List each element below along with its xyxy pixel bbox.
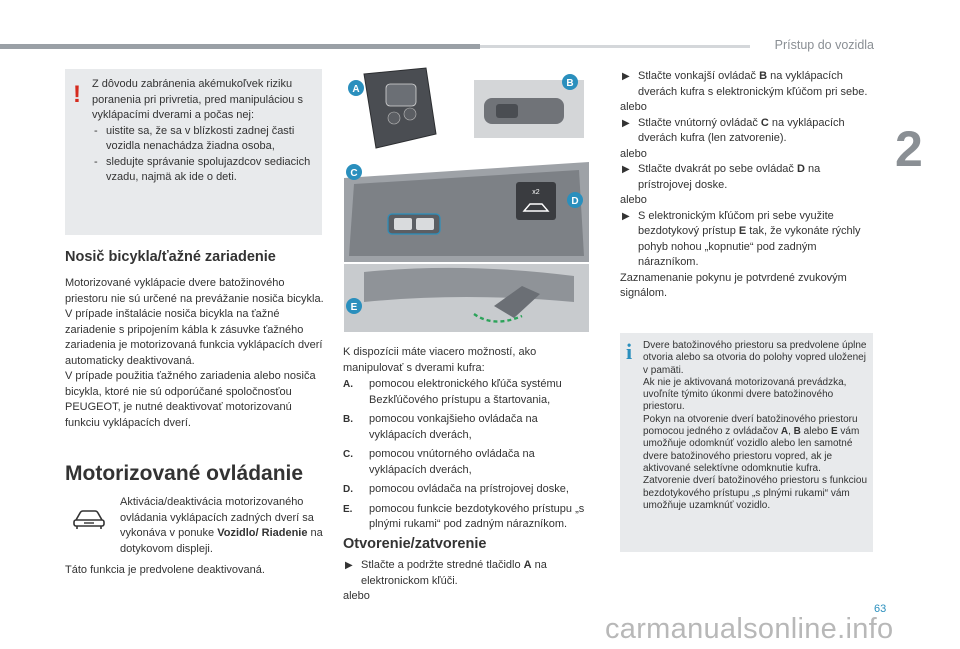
label-c: C xyxy=(350,168,358,179)
list-text: pomocou vonkajšieho ovládača na vyklápacích dverách, xyxy=(369,413,538,441)
info-box xyxy=(620,333,873,552)
arrow-icon: ▶ xyxy=(622,117,630,129)
or-text: alebo xyxy=(620,194,647,206)
step-item xyxy=(343,558,593,589)
chapter-number: 2 xyxy=(895,121,923,177)
open-heading: Otvorenie/zatvorenie xyxy=(343,536,487,552)
arrow-icon: ▶ xyxy=(622,210,630,222)
list-text: pomocou vnútorného ovládača na vyklápacích dverách, xyxy=(369,448,535,476)
watermark: carmanualsonline.info xyxy=(605,613,894,645)
dashboard-button-image xyxy=(516,182,556,220)
label-badge-a xyxy=(348,80,364,96)
label-b: B xyxy=(566,78,574,89)
header-rule-light xyxy=(480,45,750,48)
key-fob-image xyxy=(364,68,436,148)
list-label: D. xyxy=(343,484,353,495)
info-key: B xyxy=(793,426,801,438)
info-paragraph: Zatvorenie dverí batožinového priestoru s funkciou bezdotykového prístupu „s plnými rukami“ vám umožňuje uzamknúť vozidlo. xyxy=(643,475,868,511)
methods-list xyxy=(343,377,593,533)
step-text: tak, že vykonáte rýchly pohyb nohou „kopnutie“ pod zadným nárazníkom. xyxy=(638,225,861,268)
list-label: E. xyxy=(343,503,353,515)
info-paragraph: Ak nie je aktivovaná motorizovaná prevádzka, uvoľníte týmito úkonmi dvere batožinového priestoru. xyxy=(643,376,847,413)
or-text: alebo xyxy=(343,590,370,602)
step-text: Stlačte dvakrát po sebe ovládač xyxy=(638,163,797,175)
list-label: C. xyxy=(343,449,353,460)
step-key: C xyxy=(760,116,769,129)
step-key: B xyxy=(759,70,768,82)
warning-item: - uistite sa, že sa v blízkosti zadnej časti vozidla nenachádza žiadna osoba, xyxy=(92,124,317,155)
section-title: Prístup do vozidla xyxy=(774,38,874,52)
arrow-icon: ▶ xyxy=(622,164,630,175)
bike-paragraph: V prípade použitia ťažného zariadenia alebo nosiča bicykla, ktoré nie sú odporúčané spoločnosťou PEUGEOT, je nutné deaktivovať motorizovanú funkciu vyklápacích dverí. xyxy=(65,370,316,429)
list-item xyxy=(343,502,593,533)
label-d: D xyxy=(571,196,579,207)
or-text: alebo xyxy=(620,101,647,113)
header-rule xyxy=(0,44,480,49)
methods-section xyxy=(343,345,593,533)
list-label: B. xyxy=(343,414,353,425)
info-span: vám umožňuje odomknúť vozidlo alebo len samotné dvere batožinového priestoru vopred, ak je aktivované selektívne odomknutie kufra. xyxy=(643,426,860,474)
motor-menu-name: Vozidlo/ Riadenie xyxy=(217,527,308,539)
warning-list xyxy=(92,124,317,186)
bike-heading: Nosič bicykla/ťažné zariadenie xyxy=(65,249,276,265)
list-text: pomocou funkcie bezdotykového prístupu „s plnými rukami“ pod zadným nárazníkom. xyxy=(369,502,585,530)
warning-item: - sledujte správanie spolujazdcov sediacich vzadu, najmä ak ide o deti. xyxy=(92,155,317,186)
step-text: S elektronickým kľúčom pri sebe využite bezdotykový prístup xyxy=(638,209,834,237)
step-text: na elektronickom kľúči. xyxy=(361,559,547,587)
info-icon: i xyxy=(626,339,633,364)
warning-text xyxy=(92,77,317,186)
methods-intro: K dispozícii máte viacero možností, ako manipulovať s dverami kufra: xyxy=(343,346,537,374)
label-a: A xyxy=(352,84,360,95)
step-text: Stlačte vnútorný ovládač xyxy=(638,116,761,129)
label-badge-d xyxy=(567,192,583,208)
step-item xyxy=(620,209,875,271)
step-text: na prístrojovej doske. xyxy=(638,163,821,191)
warning-intro: Z dôvodu zabránenia akémukoľvek riziku poranenia pri privretia, pred manipuláciou s vyklápacími dverami a počas nej: xyxy=(92,78,303,121)
info-span: alebo xyxy=(800,426,831,438)
list-item xyxy=(343,482,593,498)
bike-paragraph: Motorizované vyklápacie dvere batožinového priestoru nie sú určené na prevážanie nosiča bicykla. xyxy=(65,277,324,305)
list-text: pomocou elektronického kľúča systému Bezkľúčového prístupu a štartovania, xyxy=(369,378,562,406)
step-key: E xyxy=(738,225,747,237)
step-key: D xyxy=(796,163,805,175)
list-text: pomocou ovládača na prístrojovej doske, xyxy=(369,483,569,495)
list-label: A. xyxy=(343,379,353,390)
page-number: 63 xyxy=(874,603,887,615)
info-key: A xyxy=(780,426,789,438)
step-text: Stlačte a podržte stredné tlačidlo xyxy=(361,559,524,571)
info-paragraph: Dvere batožinového priestoru sa predvolene úplne otvoria alebo sa otvoria do polohy vopred uloženej v pamäti. xyxy=(643,340,867,376)
arrow-icon: ▶ xyxy=(622,71,630,82)
motor-text xyxy=(120,495,325,557)
tailgate-controls-illustration xyxy=(344,66,589,332)
list-item xyxy=(343,447,593,478)
arrow-icon: ▶ xyxy=(345,560,353,571)
info-text xyxy=(643,340,869,512)
label-e: E xyxy=(350,302,358,313)
right-steps xyxy=(620,69,875,302)
car-trunk-icon xyxy=(72,508,106,530)
step-text: na vyklápacích dverách kufra (len zatvorenie). xyxy=(638,116,845,144)
bike-paragraph: V prípade inštalácie nosiča bicykla na ťažné zariadenie s pripojením kábla k zásuvke ťažného zariadenia je motorizovaná funkcia vyklápacích dverí automaticky deaktivovaná. xyxy=(65,308,323,367)
confirm-text: Zaznamenanie pokynu je potvrdené zvukovým signálom. xyxy=(620,271,847,299)
x2-label: x2 xyxy=(532,189,540,196)
step-key: A xyxy=(523,559,532,571)
warning-box xyxy=(65,69,322,235)
info-span: , xyxy=(788,426,794,438)
rear-bumper-image xyxy=(344,264,589,332)
info-span: Pokyn na otvorenie dverí batožinového priestoru pomocou jedného z ovládačov xyxy=(643,413,858,438)
step-item xyxy=(620,116,875,147)
motor-heading: Motorizované ovládanie xyxy=(65,462,304,485)
step-item xyxy=(620,69,875,100)
info-paragraph xyxy=(643,414,869,475)
info-key: E xyxy=(830,426,838,438)
motor-default: Táto funkcia je predvolene deaktivovaná. xyxy=(65,564,265,576)
warning-icon: ! xyxy=(73,81,81,108)
label-badge-e xyxy=(346,298,362,314)
motor-text-a: Aktivácia/deaktivácia motorizovaného ovládania vyklápacích zadných dverí sa vykonáva v ponuke xyxy=(120,496,314,539)
open-steps xyxy=(343,558,593,605)
label-badge-c xyxy=(346,164,362,180)
list-item xyxy=(343,412,593,443)
motor-text-b: na dotykovom displeji. xyxy=(120,527,323,555)
step-text: Stlačte vonkajší ovládač xyxy=(638,70,760,82)
label-badge-b xyxy=(562,74,578,90)
list-item xyxy=(343,377,593,408)
or-text: alebo xyxy=(620,147,647,160)
step-item xyxy=(620,162,875,193)
bike-text xyxy=(65,276,327,431)
step-text: na vyklápacích dverách kufra s elektronickým kľúčom pri sebe. xyxy=(638,70,868,98)
